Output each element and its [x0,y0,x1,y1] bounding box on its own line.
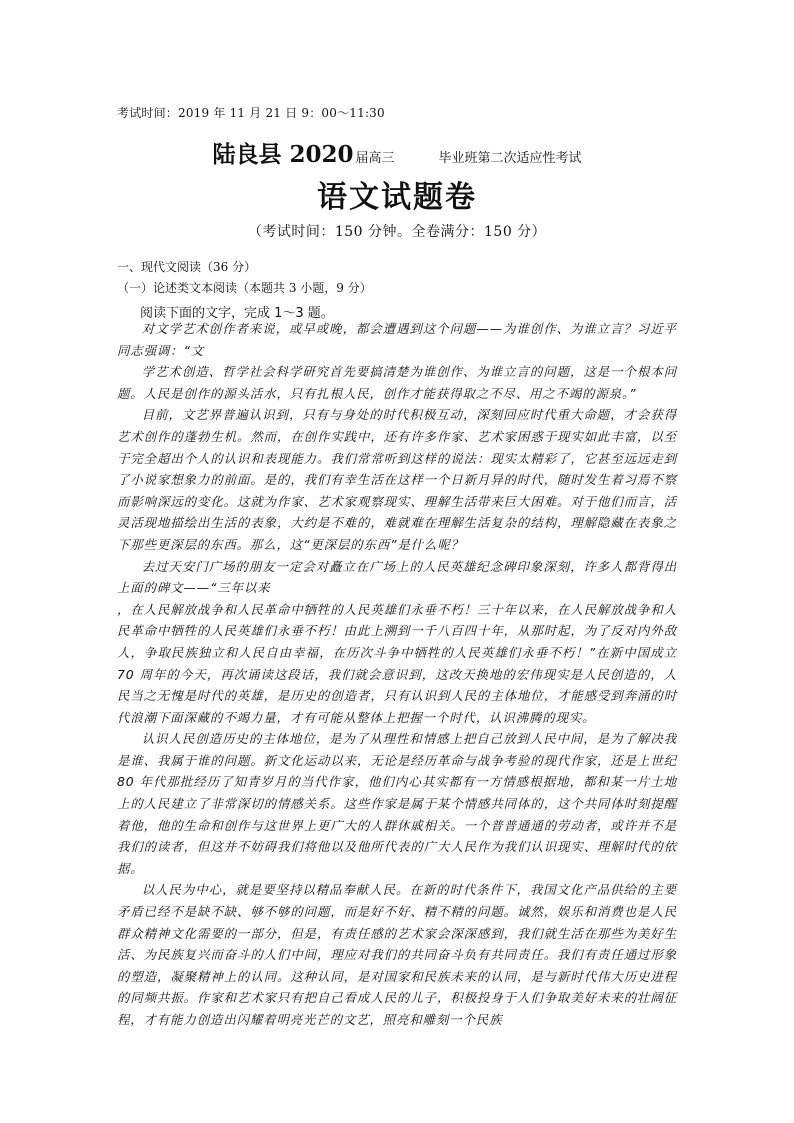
county-name: 陆良县 2020 [212,141,354,168]
passage-paragraph: 目前，文艺界普遍认识到，只有与身处的时代积极互动，深刻回应时代重大命题，才会获得艺术创作的蓬勃生机。然而，在创作实践中，还有许多作家、艺术家困惑于现实如此丰富，以至于完全超出个人的认识和表现能力。我们常常听到这样的说法：现实太精彩了，它甚至远远走到了小说家想象力的前面。是的，我们有幸生活在这样一个日新月异的时代，随时发生着习焉不察而影响深远的变化。这就为作家、艺术家观察现实、理解生活带来巨大困难。对于他们而言，活灵活现地描绘出生活的表象，大约是不难的，难就难在理解生活复杂的结构，理解隐藏在表象之下那些更深层的东西。那么，这“更深层的东西”是什么呢？ [117,407,677,552]
reading-passage [117,318,677,1031]
exam-info: （考试时间：150 分钟。全卷满分：150 分） [247,224,547,240]
passage-paragraph: 对文学艺术创作者来说，或早或晚，都会遭遇到这个问题——为谁创作、为谁立言？习近平同志强调：“文 [117,321,677,358]
exam-name: 毕业班第二次适应性考试 [438,151,582,166]
exam-time: 考试时间：2019 年 11 月 21 日 9：00～11:30 [117,106,385,120]
passage-paragraph: 认识人民创造历史的主体地位，是为了从理性和情感上把自己放到人民中间，是为了解决我是谁、我属于谁的问题。新文化运动以来，无论是经历革命与战争考验的现代作家，还是上世纪 80 年代那批经历了知青岁月的当代作家，他们内心其实都有一方情感根据地，都和某一片土地上的人民建立了非常深切的情感关系。这些作家是属于某个情感共同体的，这个共同体时刻提醒着他，他的生命和创作与这世界上更广大的人群休戚相关。一个普普通通的劳动者，或许并不是我们的读者，但这并不妨碍我们将他以及他所代表的广大人民作为我们认识现实、理解时代的依据。 [117,731,677,876]
passage-paragraph: 以人民为中心，就是要坚持以精品奉献人民。在新的时代条件下，我国文化产品供给的主要矛盾已经不是缺不缺、够不够的问题，而是好不好、精不精的问题。诚然，娱乐和消费也是人民群众精神文化需要的一部分，但是，有责任感的艺术家会深深感到，我们就生活在那些为美好生活、为民族复兴而奋斗的人们中间，理应对我们的共同奋斗负有共同责任。我们有责任通过形象的塑造，凝聚精神上的认同。这种认同，是对国家和民族未来的认同，是与新时代伟大历史进程的同频共振。作家和艺术家只有把自己看成人民的儿子，积极投身于人们争取美好未来的壮阔征程，才有能力创造出闪耀着明亮光芒的文艺，照亮和雕刻一个民族 [117,882,677,1027]
section-heading-reading: 一、现代文阅读（36 分） [117,260,257,274]
reading-instruction: 阅读下面的文字，完成 1～3 题。 [140,306,334,321]
passage-paragraph: 去过天安门广场的朋友一定会对矗立在广场上的人民英雄纪念碑印象深刻，许多人都背得出上面的碑文——“三年以来 [117,558,677,596]
page-title: 语文试题卷 [317,180,477,215]
section-subheading-argumentative: （一）论述类文本阅读（本题共 3 小题，9 分） [117,281,372,295]
grade-label: 届高三 [355,151,395,166]
exam-header [0,136,794,169]
passage-paragraph: ，在人民解放战争和人民革命中牺牲的人民英雄们永垂不朽！三十年以来，在人民解放战争和人民革命中牺牲的人民英雄们永垂不朽！由此上溯到一千八百四十年，从那时起，为了反对内外敌人，争取民族独立和人民自由幸福，在历次斗争中牺牲的人民英雄们永垂不朽！”在新中国成立 70 周年的今天，再次诵读这段话，我们就会意识到，这改天换地的宏伟现实是人民创造的，人民当之无愧是时代的英雄，是历史的创造者，只有认识到人民的主体地位，才能感受到奔涌的时代浪潮下面深藏的不竭力量，才有可能从整体上把握一个时代，认识沸腾的现实。 [117,601,677,725]
passage-paragraph: 学艺术创造、哲学社会科学研究首先要搞清楚为谁创作、为谁立言的问题，这是一个根本问题。人民是创作的源头活水，只有扎根人民，创作才能获得取之不尽、用之不竭的源泉。” [117,364,677,401]
